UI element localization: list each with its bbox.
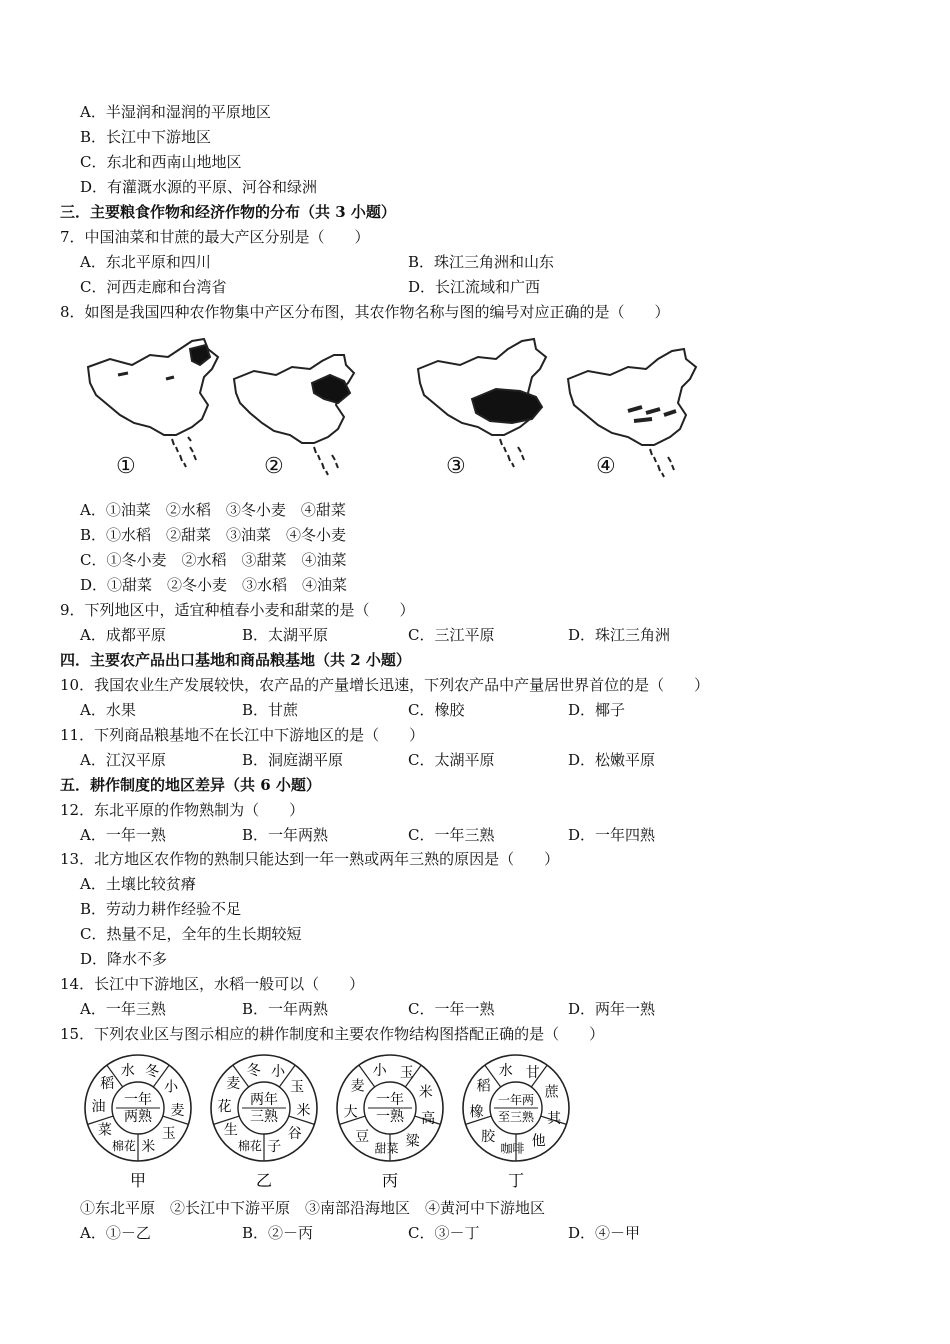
q13-stem: 13．北方地区农作物的熟制只能达到一年一熟或两年三熟的原因是（ ） [60,850,560,868]
wheel-crop-label: 棉花 [111,1138,136,1153]
q7-option-d[interactable]: D．长江流域和广西 [408,278,541,296]
q7-stem: 7．中国油菜和甘蔗的最大产区分别是（ ） [60,228,370,246]
q6-option-b[interactable]: B．长江中下游地区 [80,128,212,146]
wheel-label: 甲 [129,1171,147,1190]
q15-option-c[interactable]: C．③－丁 [408,1224,480,1242]
q6-option-c[interactable]: C．东北和西南山地地区 [80,153,242,171]
wheel-crop-label: 玉 [290,1079,305,1096]
wheel-crop-label: 稻 [476,1078,491,1095]
wheel-crop-label: 小 [164,1079,179,1096]
map-label-1: ① [116,454,136,479]
q11-stem: 11．下列商品粮基地不在长江中下游地区的是（ ） [60,726,425,744]
wheel-label: 丙 [381,1171,399,1190]
q9-option-a[interactable]: A．成都平原 [80,626,166,644]
q15-stem: 15．下列农业区与图示相应的耕作制度和主要农作物结构图搭配正确的是（ ） [60,1025,605,1043]
wheel-crop-label: 小 [372,1062,387,1079]
q10-stem: 10．我国农业生产发展较快，农产品的产量增长迅速，下列农产品中产量居世界首位的是（ ） [60,676,710,694]
wheel-1 [85,1055,191,1190]
q6-option-d[interactable]: D．有灌溉水源的平原、河谷和绿洲 [80,178,318,196]
wheel-crop-label: 咖啡 [500,1141,525,1156]
q14-option-c[interactable]: C．一年一熟 [408,1000,495,1018]
wheel-crop-label: 胶 [481,1128,496,1145]
wheel-crop-label: 油 [91,1098,106,1115]
wheel-crop-label: 谷 [287,1125,302,1142]
q15-option-d[interactable]: D．④－甲 [568,1224,641,1242]
wheel-crop-label: 甘 [525,1065,540,1082]
wheel-crop-label: 冬 [246,1062,261,1079]
wheel-center-text: 两年 [250,1092,278,1108]
q10-option-c[interactable]: C．橡胶 [408,701,465,719]
wheel-crop-label: 玉 [161,1125,176,1142]
q9-option-d[interactable]: D．珠江三角洲 [568,626,671,644]
wheel-crop-label: 麦 [226,1076,241,1093]
wheel-label: 乙 [255,1171,273,1190]
wheel-crop-label: 小 [271,1064,286,1081]
q11-option-a[interactable]: A．江汉平原 [80,751,166,769]
china-map-2 [234,355,354,475]
wheel-crop-label: 高 [421,1111,436,1128]
wheel-crop-label: 麦 [170,1103,185,1120]
q13-option-a[interactable]: A．土壤比较贫瘠 [80,875,196,893]
q8-option-a[interactable]: A．①油菜 ②水稻 ③冬小麦 ④甜菜 [80,501,346,519]
section-heading-3: 三．主要粮食作物和经济作物的分布（共 3 小题） [60,203,396,221]
wheel-2 [211,1055,317,1190]
q13-option-c[interactable]: C．热量不足，全年的生长期较短 [80,925,302,943]
q8-option-d[interactable]: D．①甜菜 ②冬小麦 ③水稻 ④油菜 [80,576,348,594]
q9-stem: 9．下列地区中，适宜种植春小麦和甜菜的是（ ） [60,601,415,619]
q13-option-d[interactable]: D．降水不多 [80,950,168,968]
q7-option-c[interactable]: C．河西走廊和台湾省 [80,278,227,296]
map-label-2: ② [264,454,284,479]
china-map-4 [568,349,696,477]
wheel-center-text: 一年两 [497,1093,535,1107]
wheel-crop-label: 稻 [100,1076,115,1093]
wheel-crop-label: 麦 [350,1078,365,1095]
wheel-crop-label: 橡 [469,1104,484,1121]
wheel-crop-label: 水 [120,1062,135,1079]
q12-option-a[interactable]: A．一年一熟 [80,826,166,844]
crop-structure-wheels [80,1048,600,1193]
q11-option-d[interactable]: D．松嫩平原 [568,751,656,769]
wheel-crop-label: 甜菜 [374,1141,399,1156]
wheel-center-text: 一熟 [376,1109,404,1125]
q9-option-b[interactable]: B．太湖平原 [242,626,329,644]
wheel-center-text: 一年 [124,1092,152,1108]
q8-option-b[interactable]: B．①水稻 ②甜菜 ③油菜 ④冬小麦 [80,526,347,544]
q9-option-c[interactable]: C．三江平原 [408,626,495,644]
section-heading-4: 四．主要农产品出口基地和商品粮基地（共 2 小题） [60,651,411,669]
wheel-3 [337,1055,443,1190]
wheel-center-text: 三熟 [250,1109,278,1125]
q10-option-d[interactable]: D．椰子 [568,701,626,719]
q15-regions: ①东北平原 ②长江中下游平原 ③南部沿海地区 ④黄河中下游地区 [80,1199,546,1217]
wheel-crop-label: 花 [217,1098,232,1115]
wheel-crop-label: 冬 [145,1064,160,1081]
wheel-crop-label: 菜 [97,1122,112,1139]
q13-option-b[interactable]: B．劳动力耕作经验不足 [80,900,242,918]
wheel-crop-label: 水 [498,1062,513,1079]
q14-stem: 14．长江中下游地区，水稻一般可以（ ） [60,975,365,993]
wheel-crop-label: 粱 [405,1133,420,1150]
q10-option-a[interactable]: A．水果 [80,701,136,719]
q12-option-b[interactable]: B．一年两熟 [242,826,329,844]
q14-option-a[interactable]: A．一年三熟 [80,1000,166,1018]
wheel-center-text: 两熟 [124,1109,152,1125]
wheel-crop-label: 他 [531,1133,546,1150]
wheel-crop-label: 子 [267,1139,282,1156]
q7-option-a[interactable]: A．东北平原和四川 [80,253,211,271]
q14-option-d[interactable]: D．两年一熟 [568,1000,656,1018]
wheel-crop-label: 豆 [355,1128,370,1145]
crop-distribution-maps [80,335,710,485]
q10-option-b[interactable]: B．甘蔗 [242,701,299,719]
q8-option-c[interactable]: C．①冬小麦 ②水稻 ③甜菜 ④油菜 [80,551,347,569]
q14-option-b[interactable]: B．一年两熟 [242,1000,329,1018]
q11-option-b[interactable]: B．洞庭湖平原 [242,751,344,769]
wheel-crop-label: 大 [343,1104,358,1121]
q12-stem: 12．东北平原的作物熟制为（ ） [60,801,305,819]
wheel-4 [463,1055,569,1190]
wheel-crop-label: 蔗 [544,1084,559,1101]
map-label-4: ④ [596,454,616,479]
wheel-crop-label: 其 [547,1111,562,1128]
q7-option-b[interactable]: B．珠江三角洲和山东 [408,253,555,271]
wheel-crop-label: 棉花 [237,1138,262,1153]
q15-option-b[interactable]: B．②－丙 [242,1224,314,1242]
q15-option-a[interactable]: A．①－乙 [80,1224,151,1242]
wheel-crop-label: 米 [418,1084,433,1101]
q12-option-c[interactable]: C．一年三熟 [408,826,495,844]
wheel-center-text: 至三熟 [497,1110,535,1124]
wheel-center-text: 一年 [376,1092,404,1108]
q6-option-a[interactable]: A．半湿润和湿润的平原地区 [80,103,271,121]
wheel-label: 丁 [507,1171,525,1190]
map-label-3: ③ [446,454,466,479]
q8-stem: 8．如图是我国四种农作物集中产区分布图，其农作物名称与图的编号对应正确的是（ ） [60,303,670,321]
wheel-crop-label: 生 [223,1122,238,1139]
q12-option-d[interactable]: D．一年四熟 [568,826,656,844]
wheel-crop-label: 玉 [399,1065,414,1082]
wheel-crop-label: 米 [141,1139,156,1156]
wheel-crop-label: 米 [296,1103,311,1120]
q11-option-c[interactable]: C．太湖平原 [408,751,495,769]
section-heading-5: 五．耕作制度的地区差异（共 6 小题） [60,776,321,794]
